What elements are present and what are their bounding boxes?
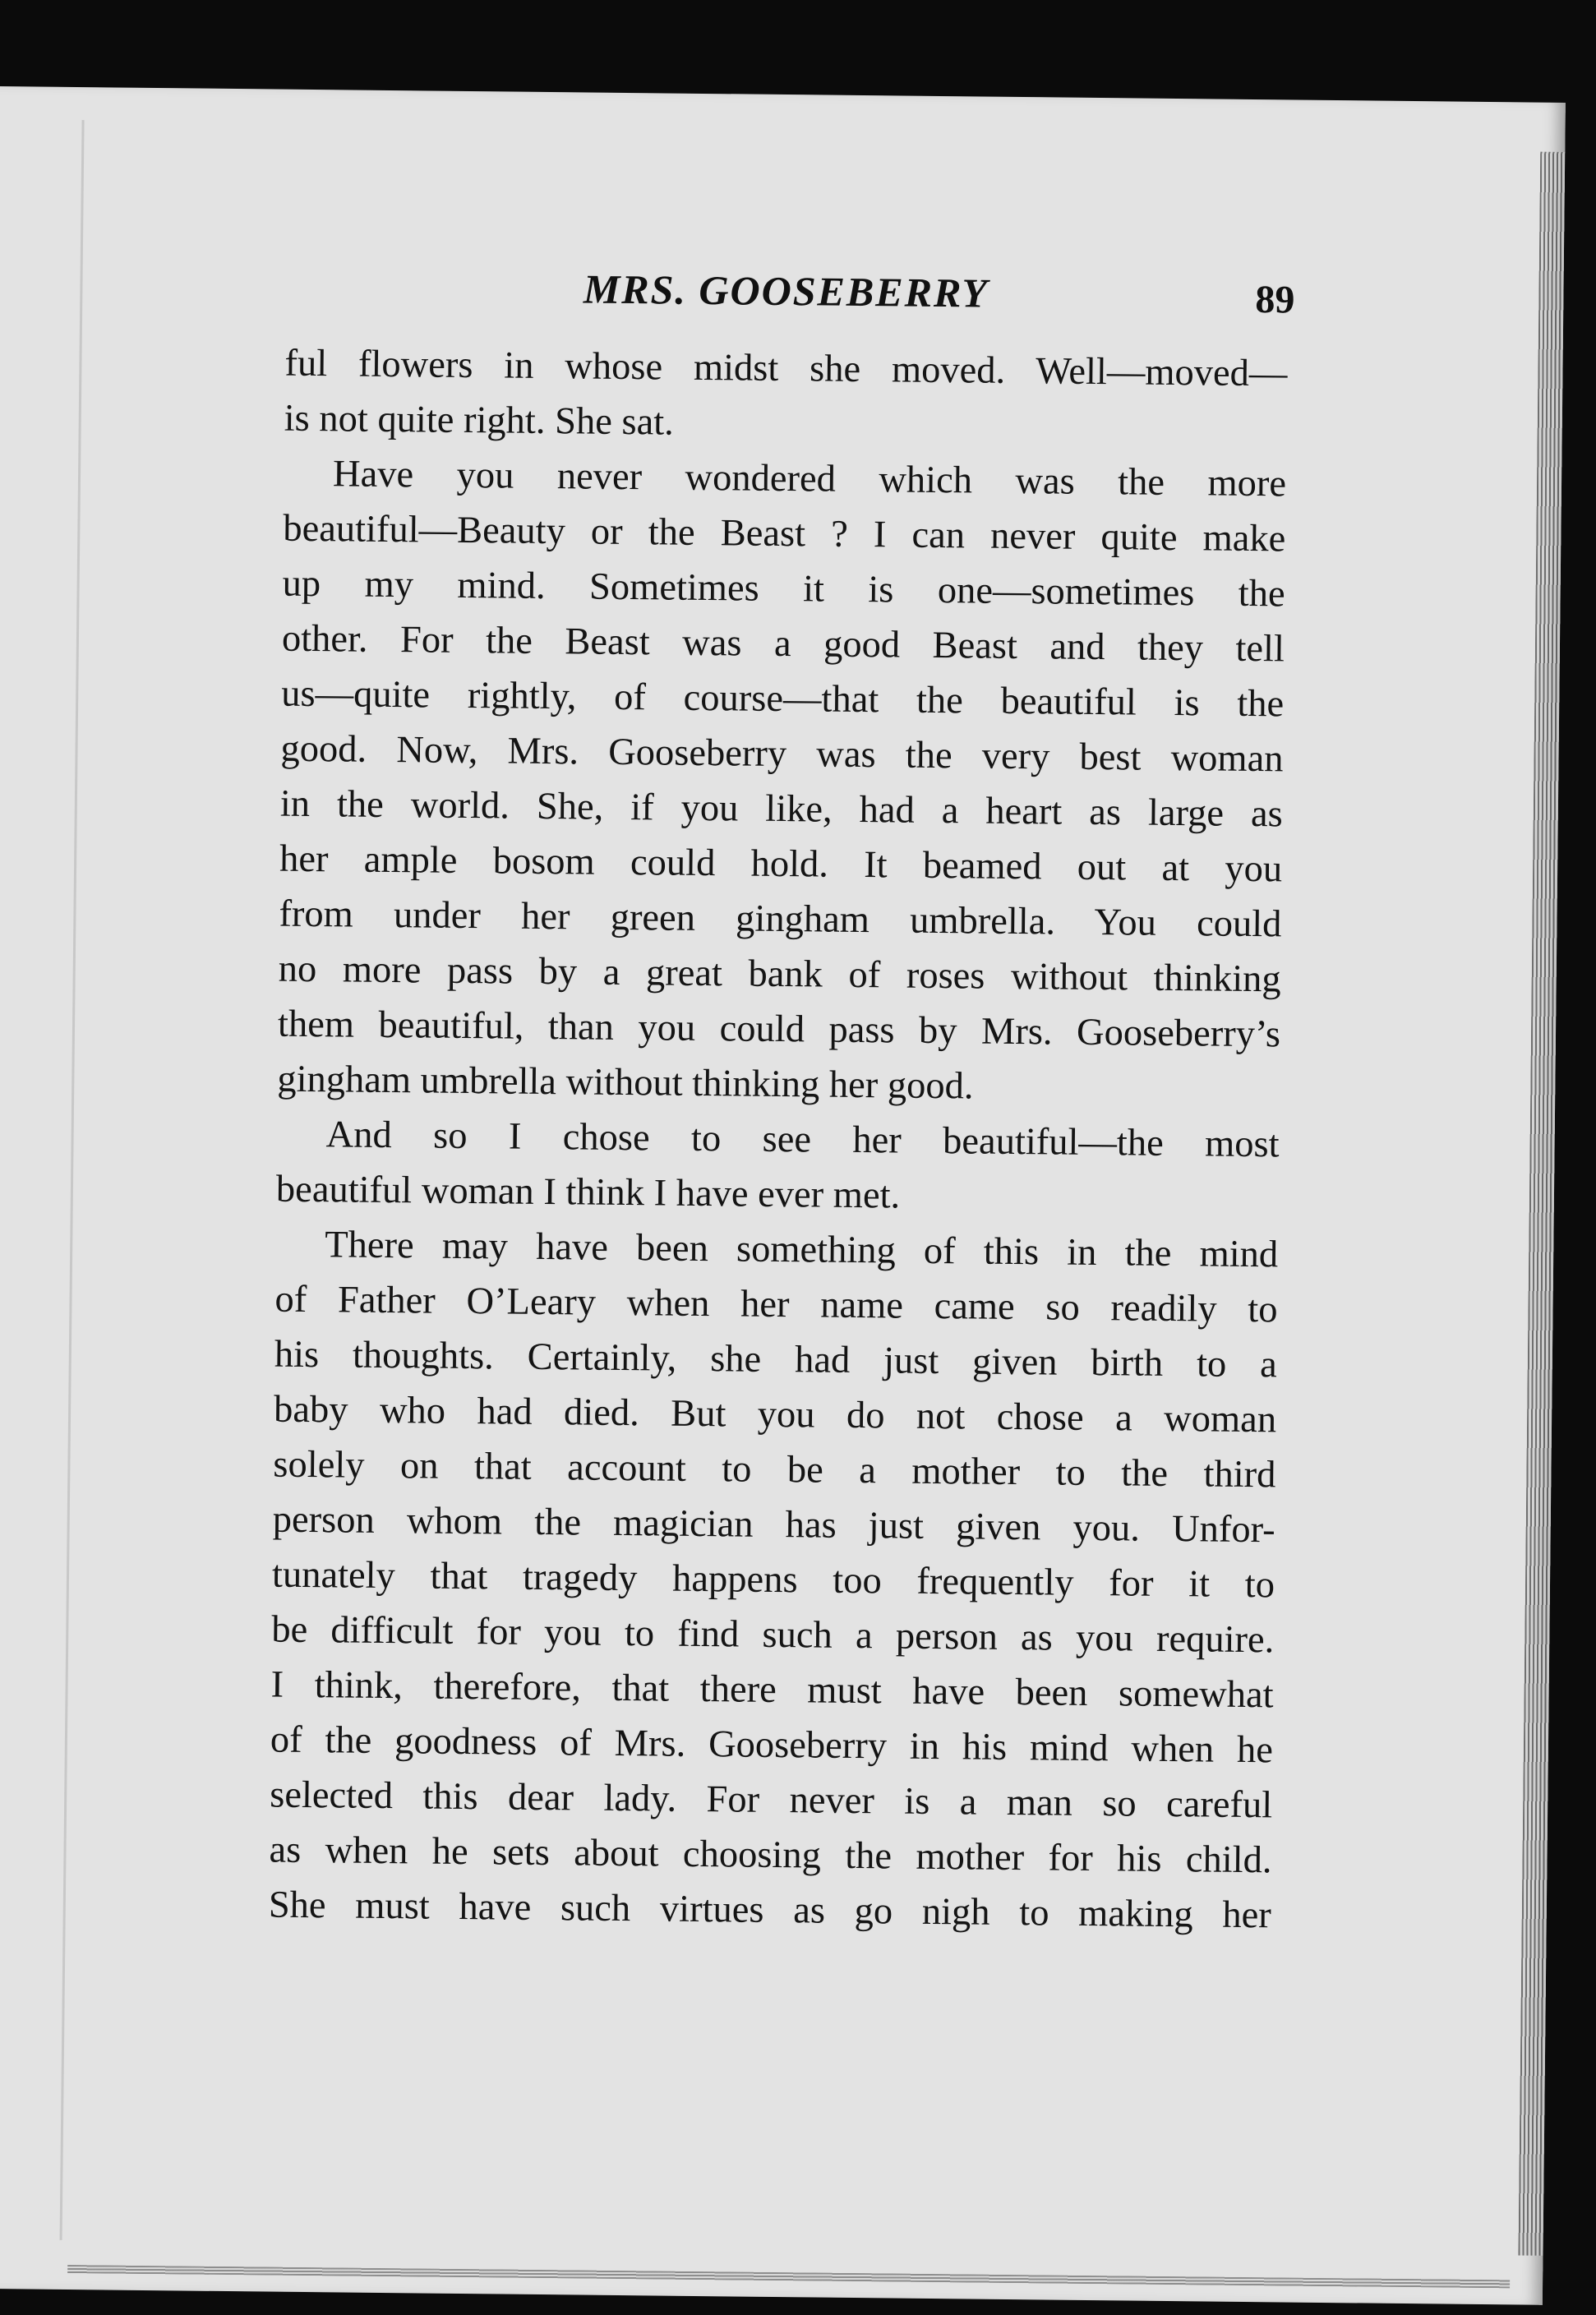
text-line: And so I chose to see her beautiful—the most: [325, 1114, 1280, 1166]
running-title: MRS. GOOSEBERRY: [583, 265, 989, 316]
text-line: tunately that tragedy happens too frequently for it to: [271, 1553, 1275, 1607]
text-line: other. For the Beast was a good Beast and they tell: [281, 617, 1285, 671]
text-line: beautiful—Beauty or the Beast ? I can never quite make: [283, 507, 1286, 560]
text-line: baby who had died. But you do not chose a woman: [273, 1388, 1277, 1441]
text-line: be difficult for you to find such a person as you require.: [271, 1608, 1275, 1662]
text-line: his thoughts. Certainly, she had just given birth to a: [274, 1333, 1278, 1386]
text-line: gingham umbrella without thinking her good.: [277, 1058, 974, 1108]
text-line: good. Now, Mrs. Gooseberry was the very best woman: [280, 727, 1284, 781]
text-line: She must have such virtues as go nigh to making her: [268, 1884, 1272, 1937]
text-line: no more pass by a great bank of roses without thinking: [278, 948, 1281, 1001]
text-line: of Father O’Leary when her name came so readily to: [274, 1278, 1278, 1331]
text-line: as when he sets about choosing the mother for his child.: [269, 1828, 1272, 1882]
text-line: up my mind. Sometimes it is one—sometimes the: [282, 562, 1285, 616]
book-page: [0, 86, 1566, 2305]
text-line: her ample bosom could hold. It beamed out at you: [279, 837, 1283, 891]
text-line: I think, therefore, that there must have been somewhat: [270, 1663, 1274, 1717]
page-edge: [1518, 152, 1565, 2256]
text-line: ful flowers in whose midst she moved. Well—moved—: [284, 342, 1288, 395]
text-line: them beautiful, than you could pass by Mrs. Gooseberry’s: [277, 1003, 1281, 1056]
page-bottom-edge: [67, 2265, 1510, 2288]
running-header: [277, 262, 1295, 339]
page-number: 89: [1255, 278, 1295, 322]
text-line: beautiful woman I think I have ever met.: [275, 1168, 901, 1217]
text-line: of the goodness of Mrs. Gooseberry in his mind when he: [270, 1718, 1274, 1772]
body-text: [268, 336, 1287, 1944]
text-line: solely on that account to be a mother to the third: [273, 1443, 1276, 1496]
text-line: There may have been something of this in the mind: [324, 1224, 1279, 1276]
text-line: in the world. She, if you like, had a heart as large as: [279, 782, 1284, 836]
text-line: is not quite right. She sat.: [284, 397, 675, 444]
text-line: selected this dear lady. For never is a man so careful: [269, 1773, 1273, 1827]
text-line: us—quite rightly, of course—that the beautiful is the: [281, 672, 1285, 726]
page-gutter: [60, 120, 85, 2240]
text-line: Have you never wondered which was the more: [332, 453, 1287, 505]
text-line: person whom the magician has just given you. Unfor-: [272, 1498, 1275, 1552]
text-line: from under her green gingham umbrella. You could: [279, 892, 1282, 946]
